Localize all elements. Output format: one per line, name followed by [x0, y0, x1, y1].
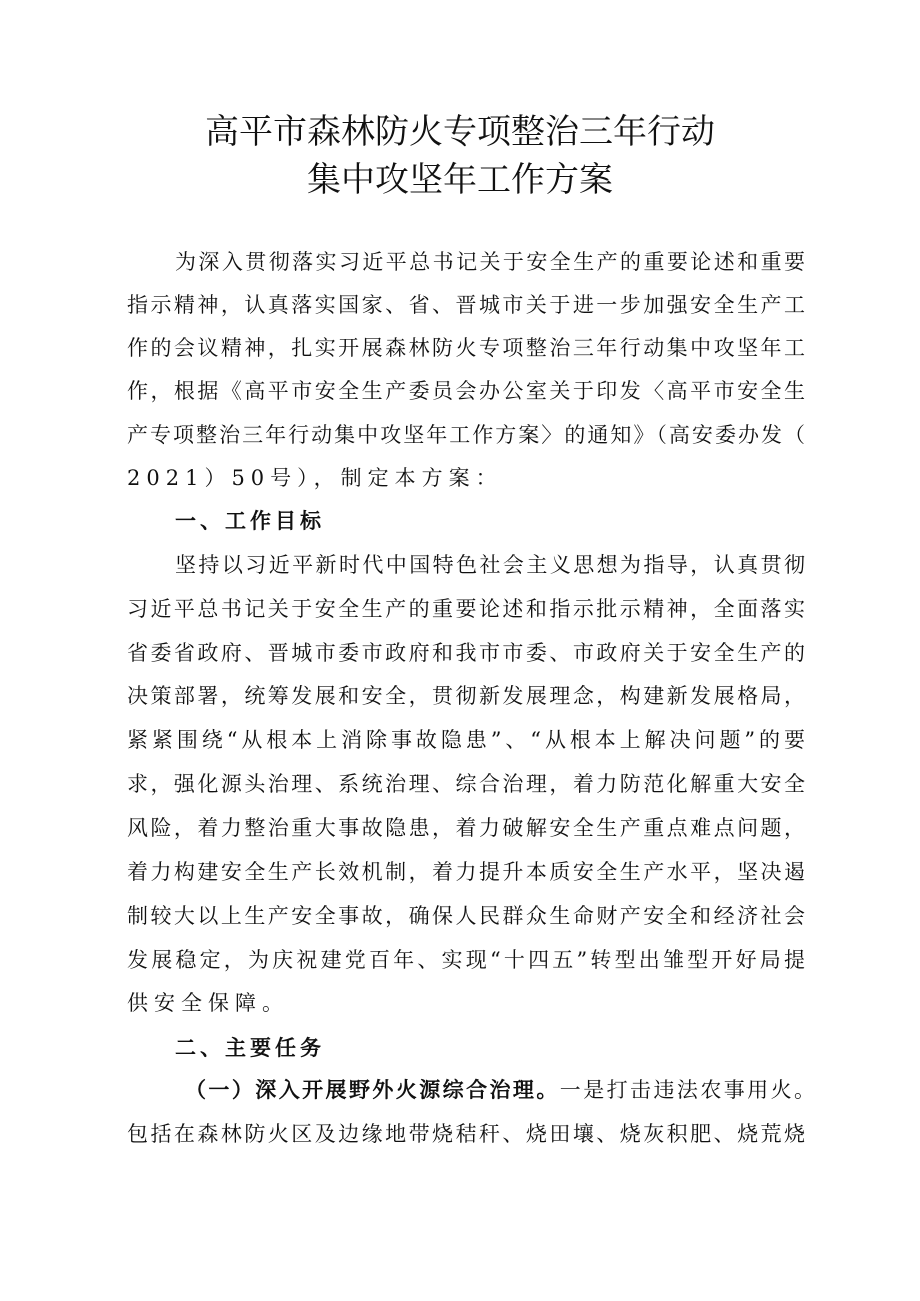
paragraph-line: 作的会议精神，扎实开展森林防火专项整治三年行动集中攻坚年工 — [127, 336, 805, 360]
paragraph-line: 为深入贯彻落实习近平总书记关于安全生产的重要论述和重要 — [175, 250, 805, 274]
section-heading-goals: 一、工作目标 — [175, 508, 325, 533]
subsection-heading: （一）深入开展野外火源综合治理。 — [185, 1077, 560, 1102]
paragraph-line: 省委省政府、晋城市委市政府和我市市委、市政府关于安全生产的 — [127, 641, 805, 665]
title-line-1: 高平市森林防火专项整治三年行动 — [205, 112, 715, 152]
paragraph-line: 求，强化源头治理、系统治理、综合治理，着力防范化解重大安全 — [127, 772, 805, 796]
paragraph-line: 着力构建安全生产长效机制，着力提升本质安全生产水平，坚决遏 — [127, 860, 805, 884]
paragraph-line: 供安全保障。 — [127, 991, 289, 1015]
paragraph-line: 作，根据《高平市安全生产委员会办公室关于印发〈高平市安全生 — [127, 379, 805, 403]
paragraph-line: 产专项整治三年行动集中攻坚年工作方案〉的通知》（高安委办发（ — [127, 423, 805, 447]
paragraph-line: 决策部署，统筹发展和安全，贯彻新发展理念，构建新发展格局， — [127, 684, 805, 708]
subsection-text: 一是打击违法农事用火。 — [559, 1078, 816, 1102]
paragraph-line: 紧紧围绕“从根本上消除事故隐患”、“从根本上解决问题”的要 — [127, 728, 805, 752]
paragraph-line — [185, 1076, 815, 1104]
paragraph-line: 指示精神，认真落实国家、省、晋城市关于进一步加强安全生产工 — [127, 293, 805, 317]
paragraph-line: 发展稳定，为庆祝建党百年、实现“十四五”转型出雏型开好局提 — [127, 948, 805, 972]
paragraph-line: 制较大以上生产安全事故，确保人民群众生命财产安全和经济社会 — [127, 904, 805, 928]
paragraph-line: 2021）50号），制定本方案： — [127, 466, 503, 490]
paragraph-line: 习近平总书记关于安全生产的重要论述和指示批示精神，全面落实 — [127, 597, 805, 621]
title-line-2: 集中攻坚年工作方案 — [307, 160, 613, 200]
paragraph-line: 包括在森林防火区及边缘地带烧秸秆、烧田壤、烧灰积肥、烧荒烧 — [127, 1122, 805, 1146]
section-heading-tasks: 二、主要任务 — [175, 1035, 325, 1060]
paragraph-line: 坚持以习近平新时代中国特色社会主义思想为指导，认真贯彻 — [175, 553, 805, 577]
paragraph-line: 风险，着力整治重大事故隐患，着力破解安全生产重点难点问题， — [127, 816, 805, 840]
